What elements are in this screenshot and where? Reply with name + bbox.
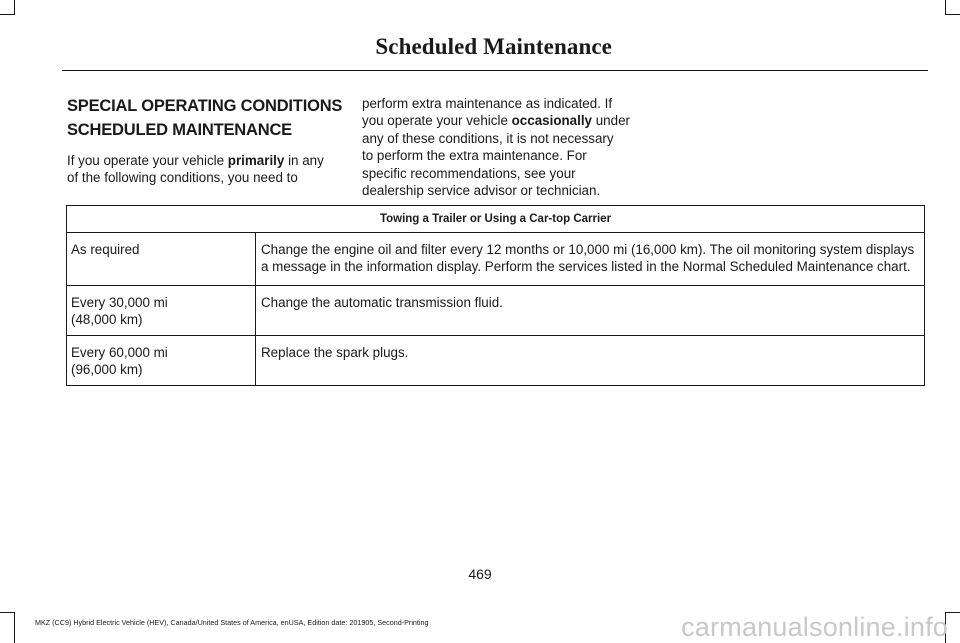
table-row <box>67 335 925 385</box>
section-heading-line2: SCHEDULED MAINTENANCE <box>67 121 292 139</box>
emphasis-occasionally: occasionally <box>511 113 593 129</box>
interval-text-line1: Every 30,000 mi <box>71 295 168 310</box>
intro-right-line3: any of these conditions, it is not necessary <box>362 130 614 146</box>
maintenance-table <box>66 205 925 386</box>
intro-paragraph-left <box>67 152 324 187</box>
intro-left-line1 <box>67 152 324 169</box>
table-header-row <box>67 206 925 233</box>
interval-cell <box>67 286 256 336</box>
section-heading-line1: SPECIAL OPERATING CONDITIONS <box>67 97 343 115</box>
interval-cell <box>67 335 256 385</box>
intro-right-line4: to perform the extra maintenance. For <box>362 148 587 164</box>
interval-text-line1: Every 60,000 mi <box>71 344 168 360</box>
footer-edition-info: MKZ (CC9) Hybrid Electric Vehicle (HEV), Canada/United States of America, enUSA, Edition date: 201905, Second-Printing <box>35 618 429 627</box>
table-title: Towing a Trailer or Using a Car-top Carrier <box>67 206 925 233</box>
interval-text: As required <box>71 242 140 257</box>
interval-text-line2: (96,000 km) <box>71 362 143 378</box>
page-header-title: Scheduled Maintenance <box>375 34 612 59</box>
text-span: under <box>592 113 630 129</box>
interval-cell <box>67 233 256 286</box>
table-row <box>67 233 925 286</box>
interval-text-line2: (48,000 km) <box>71 312 143 328</box>
action-text: Replace the spark plugs. <box>261 344 409 360</box>
crop-mark-top-right <box>945 0 960 15</box>
header-divider <box>62 70 928 71</box>
page-number: 469 <box>468 566 492 582</box>
intro-left-line2: of the following conditions, you need to <box>67 170 298 186</box>
table-row <box>67 286 925 336</box>
action-text-line1: Change the engine oil and filter every 12 months or 10,000 mi (16,000 km). The oil monitoring system displays <box>261 242 915 257</box>
action-cell <box>256 233 925 286</box>
text-span: If you operate your vehicle <box>67 153 228 168</box>
action-text-line2: a message in the information display. Perform the services listed in the Normal Scheduled Maintenance chart. <box>261 259 911 275</box>
action-cell <box>256 335 925 385</box>
watermark: carmanualsonline.info <box>681 612 948 642</box>
action-cell <box>256 286 925 336</box>
intro-right-line1: perform extra maintenance as indicated. If <box>362 96 613 111</box>
intro-right-line5: specific recommendations, see your <box>362 165 576 181</box>
intro-paragraph-right <box>362 95 630 199</box>
intro-right-line6: dealership service advisor or technician. <box>362 183 601 199</box>
intro-right-line2 <box>362 112 630 129</box>
crop-mark-bottom-left <box>0 612 15 643</box>
text-span: in any <box>284 153 324 168</box>
action-text: Change the automatic transmission fluid. <box>261 295 503 310</box>
crop-mark-top-left <box>0 0 15 15</box>
text-span: you operate your vehicle <box>362 113 512 129</box>
emphasis-primarily: primarily <box>227 153 285 168</box>
